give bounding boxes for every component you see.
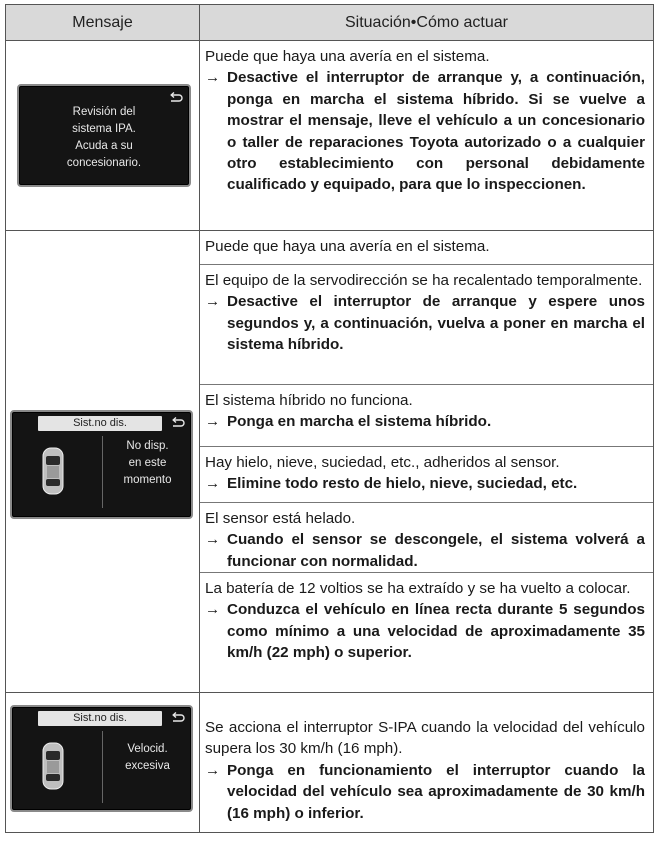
car-top-view-icon xyxy=(40,741,66,791)
cell-divider xyxy=(200,384,653,385)
return-icon xyxy=(171,417,185,429)
situation-text: La batería de 12 voltios se ha extraído y se ha vuelto a colocar. xyxy=(205,580,631,597)
action xyxy=(205,67,645,195)
action-text: Cuando el sensor se descongele, el sistema volverá a funcionar con normalidad. xyxy=(227,531,645,570)
action-text: Ponga en funcionamiento el interruptor cuando la velocidad del vehículo sea aproximadamente de 30 km/h (16 mph) o inferior. xyxy=(227,761,645,822)
action-text: Conduzca el vehículo en línea recta durante 5 segundos como mínimo a una velocidad de aproximadamente 35 km/h (22 mph) o superior. xyxy=(227,601,645,662)
situation-cell xyxy=(205,452,645,495)
situation-text: Hay hielo, nieve, suciedad, etc., adheridos al sensor. xyxy=(205,454,560,471)
message-table xyxy=(5,4,654,833)
return-icon xyxy=(171,712,185,724)
action xyxy=(205,529,645,572)
situation-cell xyxy=(205,508,645,572)
screen-message: Revisión del sistema IPA. Acuda a su concesionario. xyxy=(66,106,142,169)
display-screen-excess-speed xyxy=(10,705,193,812)
display-screen-ipa-check xyxy=(17,84,191,187)
status-bar: Sist.no dis. xyxy=(38,711,162,726)
situation-cell xyxy=(205,717,645,824)
action-text: Desactive el interruptor de arranque y espere unos segundos y, a continuación, vuelva a poner en marcha el sistema híbrido. xyxy=(227,293,645,354)
action-text: Desactive el interruptor de arranque y, a continuación, ponga en marcha el sistema híbrido. Si se vuelve a mostrar el mensaje, lleve el vehículo a un concesionario o taller de reparaciones Toyota autorizado o a cualquier otro establecimiento con personal debidamente cualificado y equipado, para que lo inspeccionen. xyxy=(227,69,645,194)
header-message: Mensaje xyxy=(6,5,200,41)
action xyxy=(205,599,645,663)
arrow-icon: → xyxy=(205,761,221,779)
cell-divider xyxy=(200,264,653,265)
situation-text: El sistema híbrido no funciona. xyxy=(205,392,413,409)
action-text: Ponga en marcha el sistema híbrido. xyxy=(227,413,492,431)
situation-text: Puede que haya una avería en el sistema. xyxy=(205,48,490,65)
action xyxy=(205,411,645,432)
situation-cell xyxy=(205,390,645,433)
screen-message: Velocid. excesiva xyxy=(125,743,170,772)
row-divider xyxy=(6,692,653,693)
situation-cell xyxy=(205,270,645,356)
arrow-icon: → xyxy=(205,293,221,311)
situation-text: Se acciona el interruptor S-IPA cuando la velocidad del vehículo supera los 30 km/h (16 mph). xyxy=(205,719,645,758)
arrow-icon: → xyxy=(205,475,221,493)
return-icon xyxy=(169,92,183,104)
situation-text: El sensor está helado. xyxy=(205,510,356,527)
situation-cell xyxy=(205,578,645,664)
action-text: Elimine todo resto de hielo, nieve, suciedad, etc. xyxy=(227,475,578,493)
car-top-view-icon xyxy=(40,446,66,496)
situation-text: El equipo de la servodirección se ha recalentado temporalmente. xyxy=(205,272,643,289)
action xyxy=(205,473,645,494)
cell-divider xyxy=(200,446,653,447)
cell-divider xyxy=(200,502,653,503)
header-situation: Situación•Cómo actuar xyxy=(200,5,653,41)
situation-cell xyxy=(205,46,645,196)
arrow-icon: → xyxy=(205,413,221,431)
situation-text: Puede que haya una avería en el sistema. xyxy=(205,238,490,255)
row-divider xyxy=(6,230,653,231)
action xyxy=(205,760,645,824)
situation-cell xyxy=(205,236,645,257)
screen-message: No disp. en este momento xyxy=(123,440,172,486)
arrow-icon: → xyxy=(205,531,221,549)
action xyxy=(205,291,645,355)
status-bar: Sist.no dis. xyxy=(38,416,162,431)
display-screen-unavailable xyxy=(10,410,193,519)
arrow-icon: → xyxy=(205,601,221,619)
arrow-icon: → xyxy=(205,69,221,87)
